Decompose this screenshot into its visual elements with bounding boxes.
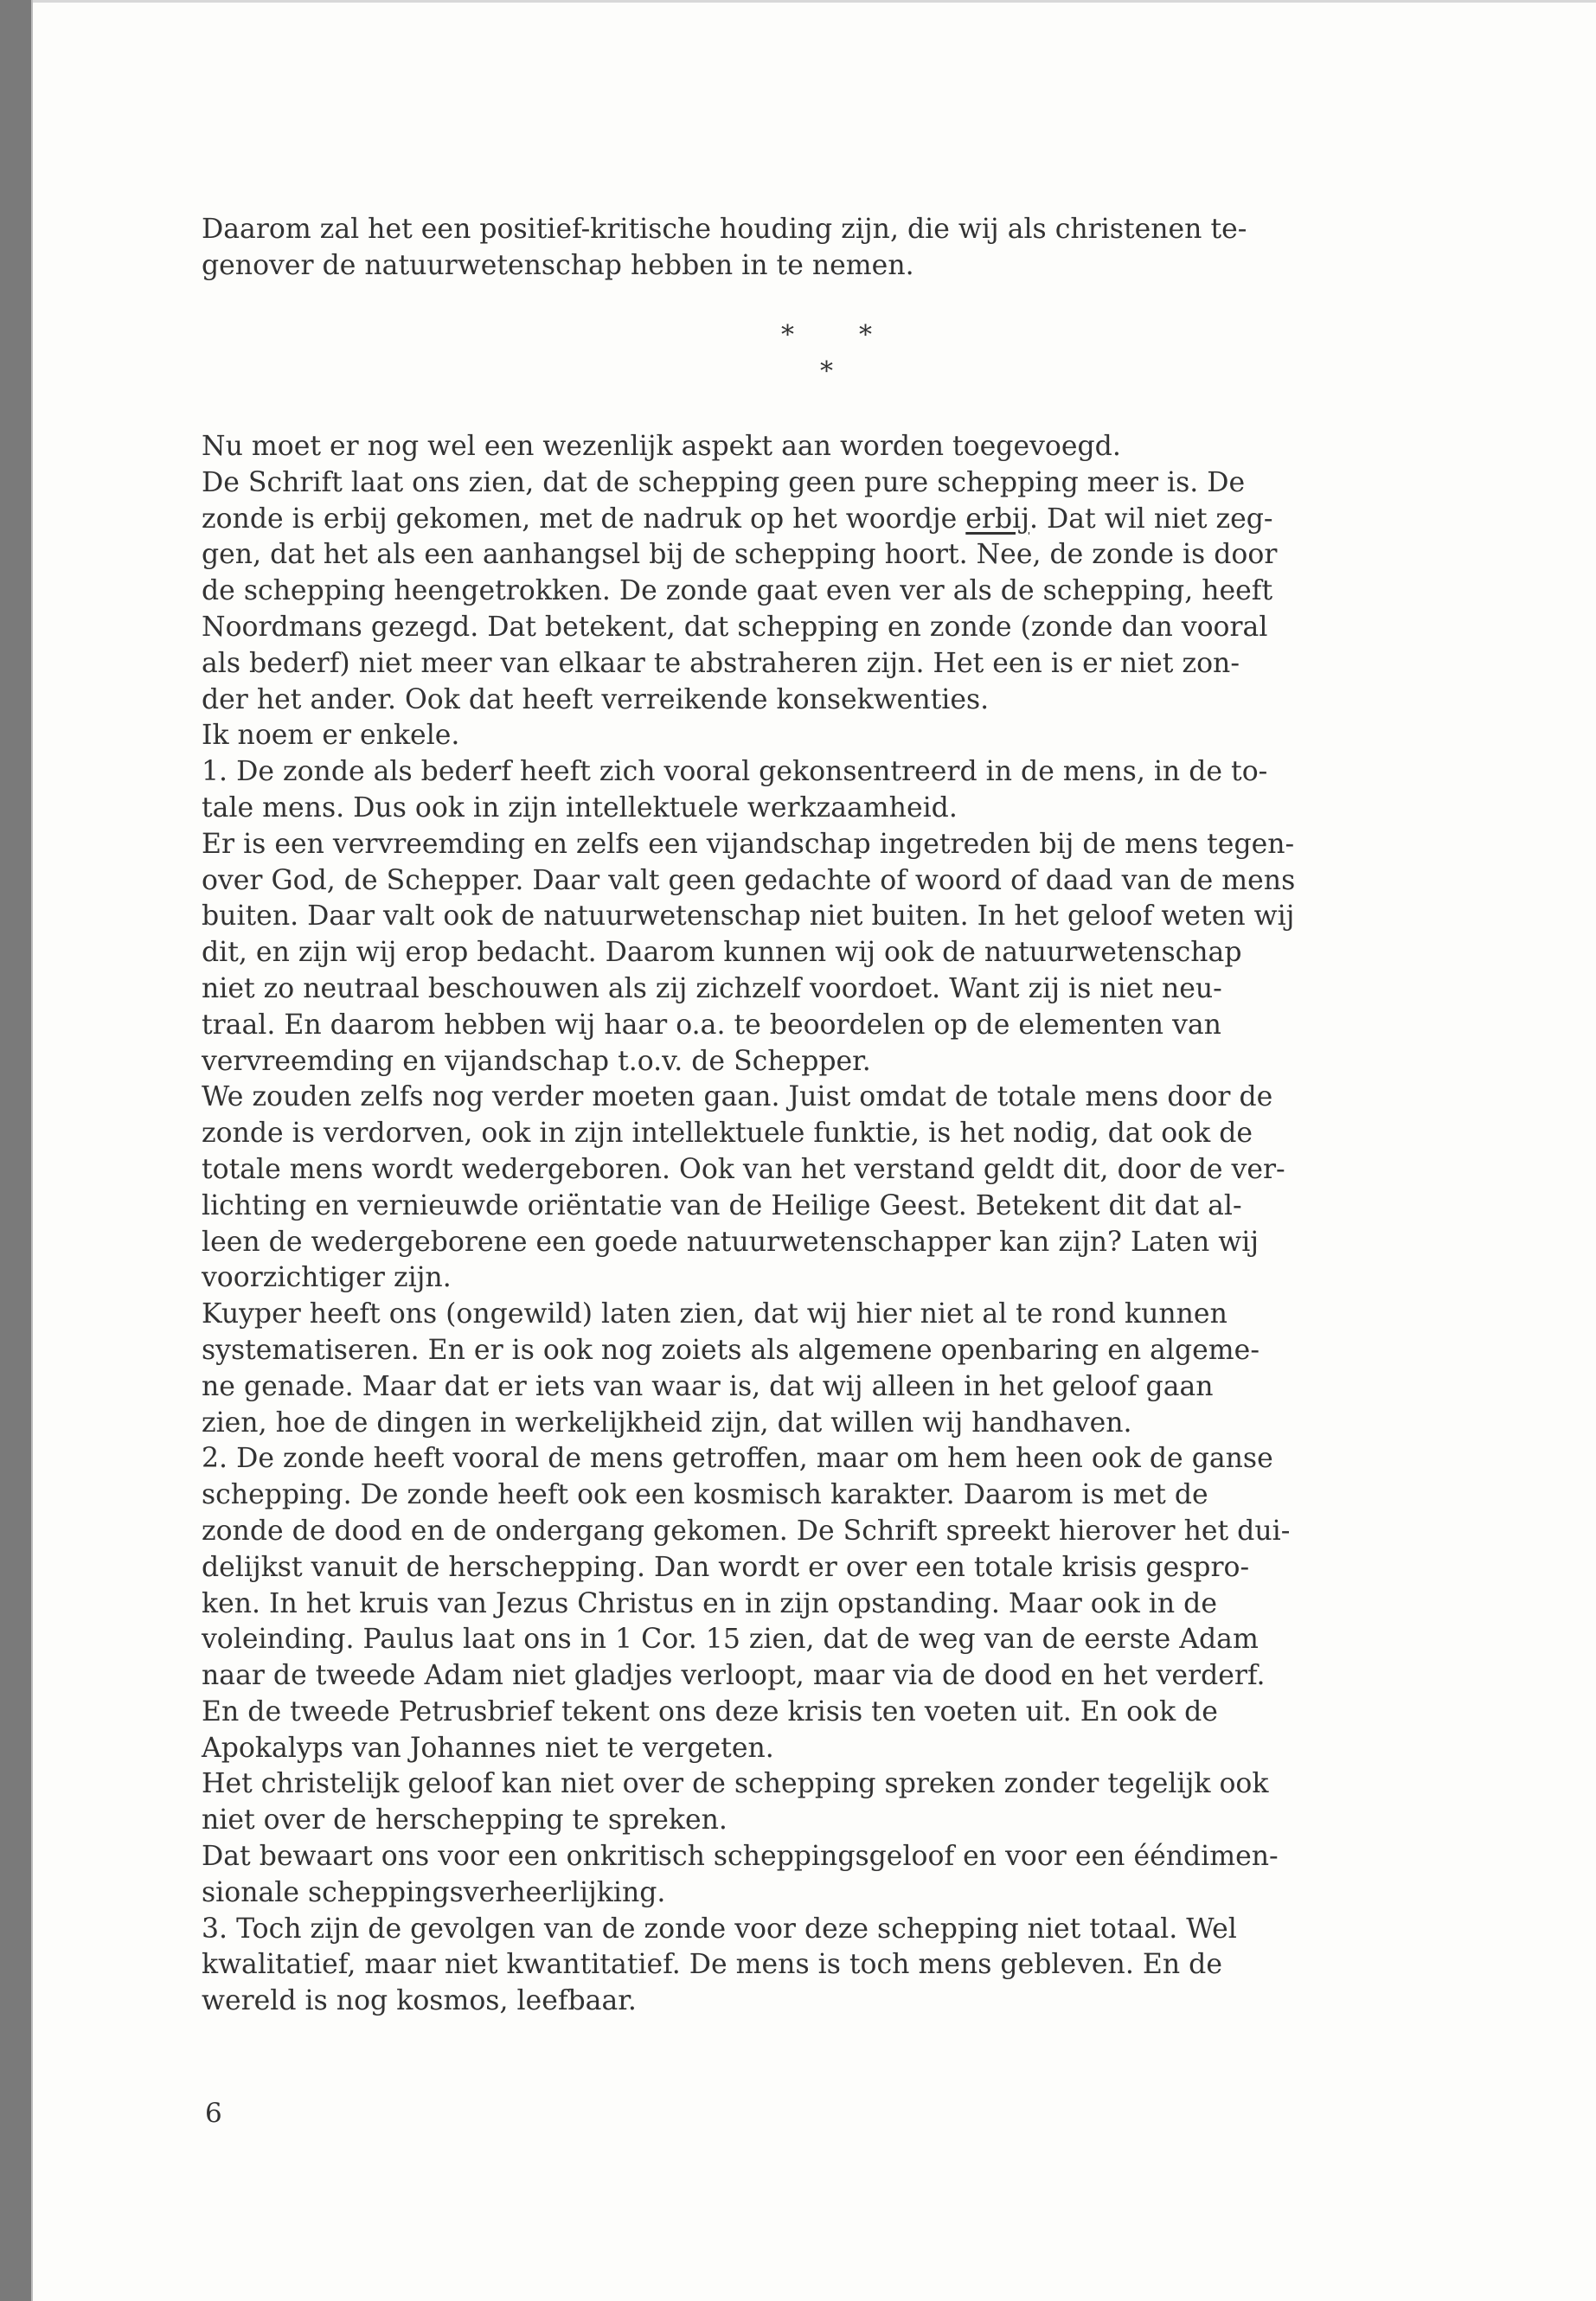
text-line: niet over de herschepping te spreken.	[202, 1804, 727, 1836]
separator-star: *	[781, 320, 794, 350]
text-line: over God, de Schepper. Daar valt geen gedachte of woord of daad van de mens	[202, 864, 1296, 896]
text-line: Noordmans gezegd. Dat betekent, dat schepping en zonde (zonde dan vooral	[202, 611, 1268, 643]
text-line: zien, hoe de dingen in werkelijkheid zijn, dat willen wij handhaven.	[202, 1407, 1132, 1439]
text-line: delijkst vanuit de herschepping. Dan wordt er over een totale krisis gespro-	[202, 1551, 1250, 1583]
text-line: gen, dat het als een aanhangsel bij de schepping hoort. Nee, de zonde is door	[202, 539, 1278, 571]
text-line: Dat bewaart ons voor een onkritisch scheppingsgeloof en voor een ééndimen-	[202, 1841, 1279, 1873]
text-line: Het christelijk geloof kan niet over de schepping spreken zonder tegelijk ook	[202, 1768, 1269, 1800]
text-line: De Schrift laat ons zien, dat de schepping geen pure schepping meer is. De	[202, 466, 1246, 498]
text-line: systematiseren. En er is ook nog zoiets als algemene openbaring en algeme-	[202, 1334, 1259, 1366]
page-edge	[33, 0, 1596, 3]
body-text	[202, 429, 1490, 2020]
text-line: genover de natuurwetenschap hebben in te nemen.	[202, 249, 914, 281]
text-line: Er is een vervreemding en zelfs een vijandschap ingetreden bij de mens tegen-	[202, 828, 1295, 860]
section-separator	[33, 320, 1596, 398]
text-line: de schepping heengetrokken. De zonde gaat even ver als de schepping, heeft	[202, 575, 1273, 607]
text-line: wereld is nog kosmos, leefbaar.	[202, 1985, 637, 2017]
text-line: schepping. De zonde heeft ook een kosmisch karakter. Daarom is met de	[202, 1479, 1208, 1511]
intro-paragraph	[202, 212, 1490, 285]
document-page	[31, 0, 1596, 2301]
text-line: Daarom zal het een positief-kritische houding zijn, die wij als christenen te-	[202, 214, 1247, 245]
text-line: tale mens. Dus ook in zijn intellektuele werkzaamheid.	[202, 792, 958, 824]
text-line: kwalitatief, maar niet kwantitatief. De mens is toch mens gebleven. En de	[202, 1949, 1222, 1981]
separator-star: *	[820, 356, 833, 387]
text-line: totale mens wordt wedergeboren. Ook van het verstand geldt dit, door de ver-	[202, 1153, 1285, 1185]
text-line: Nu moet er nog wel een wezenlijk aspekt aan worden toegevoegd.	[202, 431, 1121, 462]
text-line: niet zo neutraal beschouwen als zij zichzelf voordoet. Want zij is niet neu-	[202, 972, 1222, 1004]
text-line: En de tweede Petrusbrief tekent ons deze krisis ten voeten uit. En ook de	[202, 1695, 1218, 1727]
text-line: traal. En daarom hebben wij haar o.a. te beoordelen op de elementen van	[202, 1009, 1221, 1041]
text-line: Kuyper heeft ons (ongewild) laten zien, dat wij hier niet al te rond kunnen	[202, 1298, 1227, 1330]
text-line: ken. In het kruis van Jezus Christus en in zijn opstanding. Maar ook in de	[202, 1587, 1217, 1619]
text-line: Apokalyps van Johannes niet te vergeten.	[202, 1732, 774, 1764]
text-line: vervreemding en vijandschap t.o.v. de Schepper.	[202, 1045, 871, 1077]
text-line: voorzichtiger zijn.	[202, 1262, 452, 1294]
text-line: naar de tweede Adam niet gladjes verloopt, maar via de dood en het verderf.	[202, 1660, 1266, 1692]
text-line: lichting en vernieuwde oriëntatie van de Heilige Geest. Betekent dit dat al-	[202, 1189, 1242, 1221]
text-line: 1. De zonde als bederf heeft zich vooral gekonsentreerd in de mens, in de to-	[202, 756, 1268, 788]
text-line: Ik noem er enkele.	[202, 720, 460, 752]
text-line: We zouden zelfs nog verder moeten gaan. Juist omdat de totale mens door de	[202, 1081, 1273, 1113]
text-line: dit, en zijn wij erop bedacht. Daarom kunnen wij ook de natuurwetenschap	[202, 937, 1242, 969]
text-line: als bederf) niet meer van elkaar te abstraheren zijn. Het een is er niet zon-	[202, 647, 1240, 679]
text-line: zonde is erbij gekomen, met de nadruk op het woordje erbij. Dat wil niet zeg-	[202, 503, 1273, 535]
text-line: 3. Toch zijn de gevolgen van de zonde voor deze schepping niet totaal. Wel	[202, 1913, 1237, 1945]
text-line: voleinding. Paulus laat ons in 1 Cor. 15 zien, dat de weg van de eerste Adam	[202, 1624, 1259, 1656]
text-line: zonde de dood en de ondergang gekomen. De Schrift spreekt hierover het dui-	[202, 1515, 1291, 1547]
text-line: ne genade. Maar dat er iets van waar is, dat wij alleen in het geloof gaan	[202, 1370, 1214, 1402]
underlined-word: erbij	[965, 503, 1029, 535]
text-line: sionale scheppingsverheerlijking.	[202, 1876, 666, 1908]
page-number: 6	[205, 2098, 222, 2129]
text-line: 2. De zonde heeft vooral de mens getroffen, maar om hem heen ook de ganse	[202, 1443, 1273, 1475]
separator-star: *	[859, 320, 872, 350]
text-line: leen de wedergeborene een goede natuurwetenschapper kan zijn? Laten wij	[202, 1226, 1259, 1258]
text-line: der het ander. Ook dat heeft verreikende konsekwenties.	[202, 683, 990, 715]
text-line: zonde is verdorven, ook in zijn intellektuele funktie, is het nodig, dat ook de	[202, 1118, 1253, 1150]
text-line: buiten. Daar valt ook de natuurwetenschap niet buiten. In het geloof weten wij	[202, 901, 1295, 933]
